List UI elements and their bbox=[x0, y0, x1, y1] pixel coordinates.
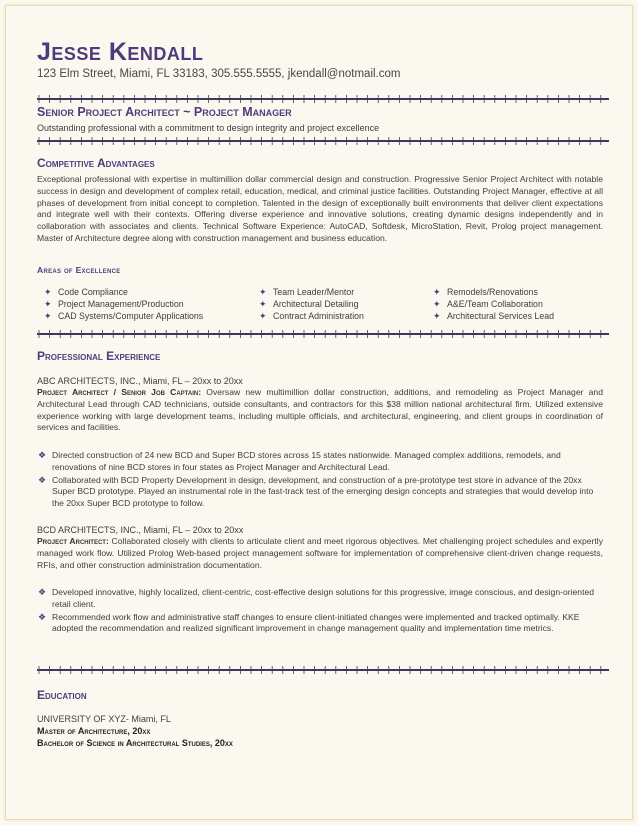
skill-item: ✦ Project Management/Production bbox=[44, 299, 184, 309]
bullet-icon: ✦ bbox=[44, 311, 52, 321]
skill-item: ✦ Team Leader/Mentor bbox=[259, 287, 355, 297]
advantages-heading: Competitive Advantages bbox=[37, 156, 155, 170]
experience-heading: Professional Experience bbox=[37, 349, 161, 363]
tagline: Outstanding professional with a commitment to design integrity and project excellence bbox=[37, 123, 380, 133]
excellence-col-1 bbox=[44, 286, 203, 322]
bullet-icon: ✦ bbox=[259, 311, 267, 321]
job-role: Project Architect: bbox=[37, 536, 109, 546]
job-achievements bbox=[37, 450, 603, 511]
list-item: ❖ Collaborated with BCD Property Development in design, development, and construction of a pre-prototype test store in advance of the 20xx Super BCD prototype. Played an instrumental role in the fast-track test of the emerging design concepts and strategies that would develop into the 20xx Super BCD prototype to follow. bbox=[38, 474, 594, 509]
divider-ticks bbox=[37, 666, 609, 674]
list-item: ❖ Developed innovative, highly localized, client-centric, cost-effective design solutions for this progressive, image conscious, and design-oriented retail client. bbox=[38, 587, 595, 609]
job-company: BCD ARCHITECTS, INC., Miami, FL – 20xx to 20xx bbox=[37, 525, 244, 535]
education-school: UNIVERSITY OF XYZ- Miami, FL bbox=[37, 714, 171, 724]
diamond-bullet-icon: ❖ bbox=[38, 474, 47, 485]
advantages-text: Exceptional professional with expertise in multimillion dollar commercial design and construction. Progressive Senior Project Architect with notable success in design and development of complex retail, education, medical, and criminal justice facilities. Outstanding Project Manager, effective at all phases of development from initial concept to completion. Talented in the design of exceptionally built environments that deliver client expectations and integrate well with their contexts. Offering diverse experience and innovative solutions, creating dynamic designs independently and in collaboration with associates and clients. Technical Software Experience: AutoCAD, Softdesk, MicroStation, Revit, Prolog project management. Master of Architecture degree along with construction management and business education. bbox=[37, 174, 603, 243]
skill-item: ✦ Contract Administration bbox=[259, 311, 364, 321]
bullet-icon: ✦ bbox=[433, 311, 441, 321]
skill-item: ✦ A&E/Team Collaboration bbox=[433, 299, 543, 309]
diamond-bullet-icon: ❖ bbox=[38, 611, 47, 622]
skill-item: ✦ Architectural Services Lead bbox=[433, 311, 555, 321]
skill-item: ✦ CAD Systems/Computer Applications bbox=[44, 311, 204, 321]
education-degree: Master of Architecture, 20xx bbox=[37, 726, 151, 736]
candidate-name: Jesse Kendall bbox=[37, 38, 204, 66]
education-heading: Education bbox=[37, 688, 87, 702]
bullet-icon: ✦ bbox=[433, 299, 441, 309]
bullet-icon: ✦ bbox=[44, 299, 52, 309]
skill-item: ✦ Remodels/Renovations bbox=[433, 287, 538, 297]
job-summary: Project Architect / Senior Job Captain: Oversaw new multimillion dollar construction, additions, and remodeling as Project Manager and Architectural Lead through CAD technicians, outside consultants, and contractors for this $38 million national architectural firm. Utilized extensive experience working with large development teams, including multiple officials, and architectural, engineering, and client groups in coordination of services and facilities. bbox=[37, 387, 603, 433]
list-item: ❖ Directed construction of 24 new BCD and Super BCD stores across 15 states nationwide. Managed complex additions, remodels, and renovations of nine BCD stores in four states as Project Manager and Architectural Lead. bbox=[38, 450, 561, 472]
skill-item: ✦ Architectural Detailing bbox=[259, 299, 359, 309]
excellence-col-2 bbox=[259, 286, 364, 322]
skill-item: ✦ Code Compliance bbox=[44, 287, 128, 297]
list-item: ❖ Recommended work flow and administrative staff changes to ensure client-initiated changes were implemented and tracked optimally. KKE adopted the recommendation and realized significant improvement in change management quality and implementation time metrics. bbox=[38, 611, 580, 634]
education-degree: Bachelor of Science in Architectural Studies, 20xx bbox=[37, 738, 233, 748]
job-company: ABC ARCHITECTS, INC., Miami, FL – 20xx to 20xx bbox=[37, 376, 243, 386]
job-role: Project Architect / Senior Job Captain: bbox=[37, 387, 202, 397]
divider-ticks bbox=[37, 137, 609, 145]
diamond-bullet-icon: ❖ bbox=[38, 587, 47, 597]
excellence-col-3 bbox=[433, 286, 554, 322]
divider-ticks bbox=[37, 95, 609, 103]
bullet-icon: ✦ bbox=[44, 287, 52, 297]
divider-ticks bbox=[37, 330, 609, 338]
job-summary: Project Architect: Collaborated closely with clients to articulate client and meet rigorous objectives. Met challenging project schedules and expertly managed work flow. Utilized Prolog Web-based project management software for implementation of comprehensive client-driven change requests, RFIs, and other construction administration documentation. bbox=[37, 536, 603, 570]
excellence-heading: Areas of Excellence bbox=[37, 265, 121, 275]
contact-line: 123 Elm Street, Miami, FL 33183, 305.555.5555, jkendall@notmail.com bbox=[37, 68, 401, 80]
diamond-bullet-icon: ❖ bbox=[38, 450, 47, 460]
bullet-icon: ✦ bbox=[259, 299, 267, 309]
job-achievements bbox=[37, 587, 603, 636]
bullet-icon: ✦ bbox=[433, 287, 441, 297]
role-title: Senior Project Architect ~ Project Manager bbox=[37, 105, 292, 119]
bullet-icon: ✦ bbox=[259, 287, 267, 297]
